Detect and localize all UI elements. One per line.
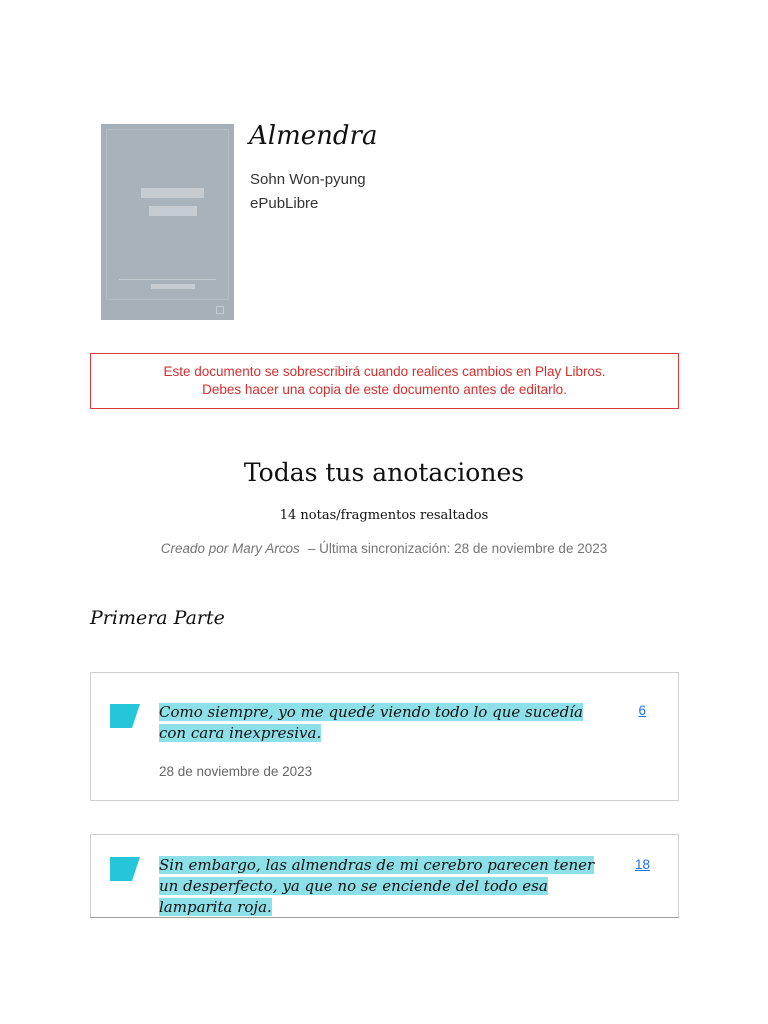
overwrite-warning — [90, 353, 679, 409]
warning-line-2: Debes hacer una copia de este documento antes de editarlo. — [202, 382, 567, 397]
bookmark-flag-icon — [110, 704, 140, 728]
annotations-heading: Todas tus anotaciones — [243, 458, 525, 487]
highlighted-text: Sin embargo, las almendras de mi cerebro parecen tener un desperfecto, ya que no se enciende del todo esa lamparita roja. — [159, 856, 595, 916]
page-link[interactable]: 18 — [634, 857, 650, 872]
last-sync: – Última sincronización: 28 de noviembre de 2023 — [307, 541, 608, 556]
created-by: Creado por Mary Arcos — [160, 541, 300, 556]
cover-logo-icon — [216, 306, 224, 314]
book-cover — [101, 124, 234, 320]
annotation-card — [90, 672, 679, 801]
book-author: Sohn Won-pyung — [250, 171, 366, 188]
annotation-quote — [159, 855, 599, 918]
cover-divider — [119, 279, 216, 280]
annotation-date: 28 de noviembre de 2023 — [159, 764, 313, 779]
cover-author-placeholder — [151, 284, 195, 289]
cover-panel — [106, 129, 229, 300]
annotation-card — [90, 834, 679, 918]
annotation-quote — [159, 702, 599, 744]
bookmark-flag-icon — [110, 857, 140, 881]
page-link[interactable]: 6 — [638, 703, 646, 718]
cover-subtitle-placeholder — [149, 206, 197, 216]
cover-title-placeholder — [141, 188, 204, 198]
section-title: Primera Parte — [90, 607, 225, 629]
book-title: Almendra — [249, 121, 378, 151]
annotation-count: 14 notas/fragmentos resaltados — [279, 508, 489, 523]
warning-line-1: Este documento se sobrescribirá cuando realices cambios en Play Libros. — [163, 364, 606, 379]
summary-meta — [0, 541, 768, 556]
book-publisher: ePubLibre — [250, 195, 319, 212]
highlighted-text: Como siempre, yo me quedé viendo todo lo que sucedía con cara inexpresiva. — [159, 703, 583, 742]
